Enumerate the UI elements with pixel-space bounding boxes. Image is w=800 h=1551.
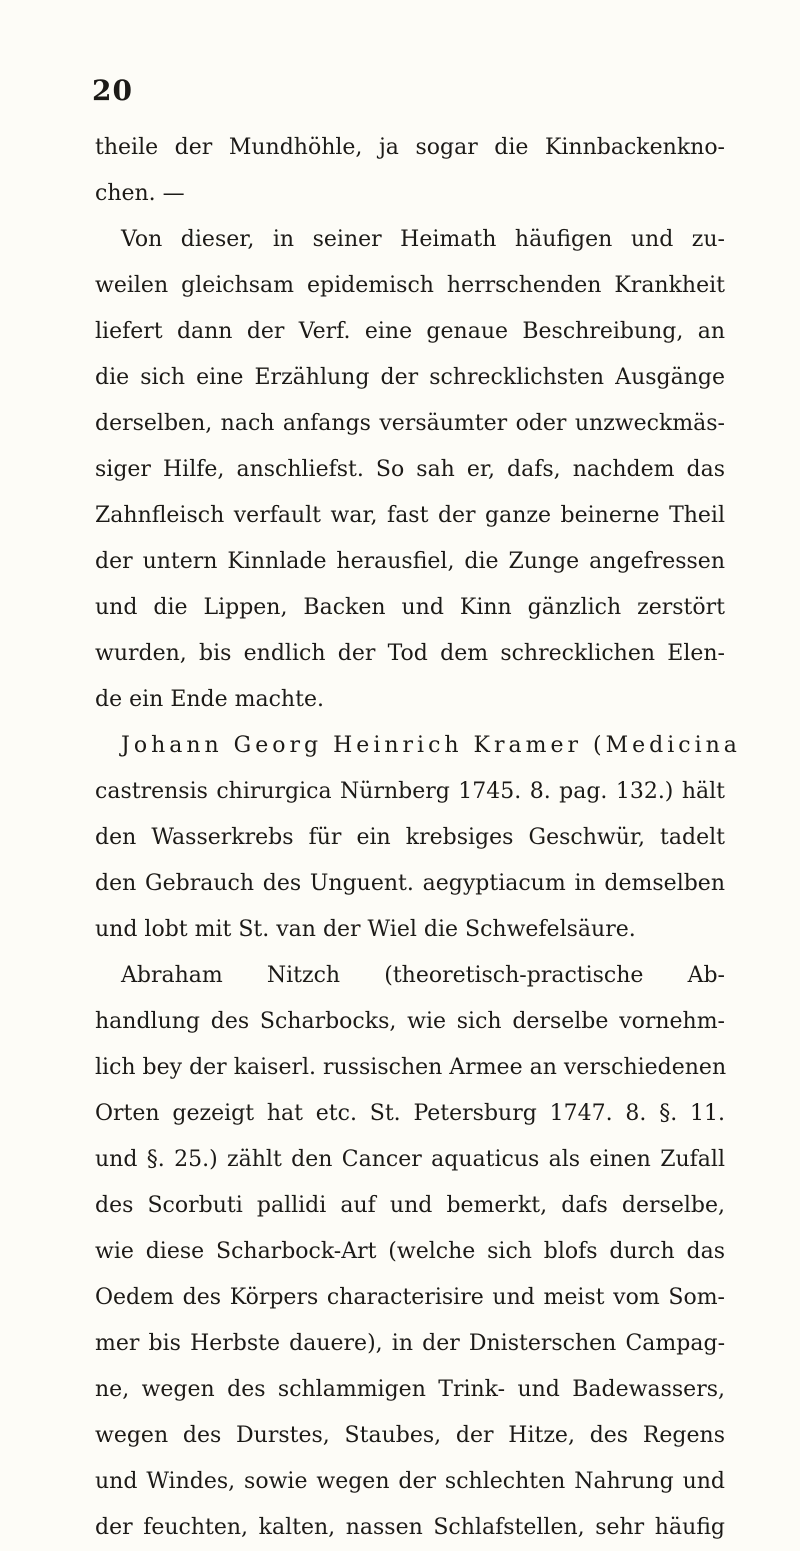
text-line: der untern Kinnlade herausfiel, die Zunge angefressen: [95, 549, 725, 574]
text-line: und §. 25.) zählt den Cancer aquaticus als einen Zufall: [95, 1147, 725, 1172]
text-line: und lobt mit St. van der Wiel die Schwefelsäure.: [95, 917, 636, 942]
text-line: liefert dann der Verf. eine genaue Beschreibung, an: [95, 319, 725, 344]
text-line: lich bey der kaiserl. russischen Armee an verschiedenen: [95, 1055, 727, 1080]
text-line: handlung des Scharbocks, wie sich derselbe vornehm-: [95, 1009, 725, 1034]
text-line: des Scorbuti pallidi auf und bemerkt, dafs derselbe,: [95, 1193, 725, 1218]
text-line: die sich eine Erzählung der schrecklichsten Ausgänge: [95, 365, 725, 390]
text-line: den Wasserkrebs für ein krebsiges Geschwür, tadelt: [95, 825, 725, 850]
body-text: [95, 125, 741, 1551]
text-line: den Gebrauch des Unguent. aegyptiacum in demselben: [95, 871, 725, 896]
text-line: Johann Georg Heinrich Kramer (Medicina: [121, 733, 741, 758]
text-line: Von dieser, in seiner Heimath häufigen und zu-: [121, 227, 725, 252]
text-line: wurden, bis endlich der Tod dem schrecklichen Elen-: [95, 641, 725, 666]
text-line: und die Lippen, Backen und Kinn gänzlich zerstört: [95, 595, 725, 620]
text-line: der feuchten, kalten, nassen Schlafstellen, sehr häufig: [95, 1515, 725, 1540]
page-number: 20: [92, 74, 133, 107]
text-line: Oedem des Körpers characterisire und meist vom Som-: [95, 1285, 725, 1310]
text-line: castrensis chirurgica Nürnberg 1745. 8. pag. 132.) hält: [95, 779, 725, 804]
text-line: und Windes, sowie wegen der schlechten Nahrung und: [95, 1469, 725, 1494]
text-line: ne, wegen des schlammigen Trink- und Badewassers,: [95, 1377, 725, 1402]
text-line: weilen gleichsam epidemisch herrschenden Krankheit: [95, 273, 725, 298]
text-line: chen. —: [95, 181, 185, 206]
text-line: siger Hilfe, anschliefst. So sah er, dafs, nachdem das: [95, 457, 725, 482]
text-line: mer bis Herbste dauere), in der Dnisterschen Campag-: [95, 1331, 725, 1356]
text-line: derselben, nach anfangs versäumter oder unzweckmäs-: [95, 411, 725, 436]
text-line: wegen des Durstes, Staubes, der Hitze, des Regens: [95, 1423, 725, 1448]
text-line: theile der Mundhöhle, ja sogar die Kinnbackenkno-: [95, 135, 725, 160]
text-line: Abraham Nitzch (theoretisch-practische Ab-: [121, 963, 725, 988]
text-line: Orten gezeigt hat etc. St. Petersburg 1747. 8. §. 11.: [95, 1101, 725, 1126]
text-line: Zahnfleisch verfault war, fast der ganze beinerne Theil: [95, 503, 725, 528]
text-line: de ein Ende machte.: [95, 687, 324, 712]
text-line: wie diese Scharbock-Art (welche sich blofs durch das: [95, 1239, 725, 1264]
